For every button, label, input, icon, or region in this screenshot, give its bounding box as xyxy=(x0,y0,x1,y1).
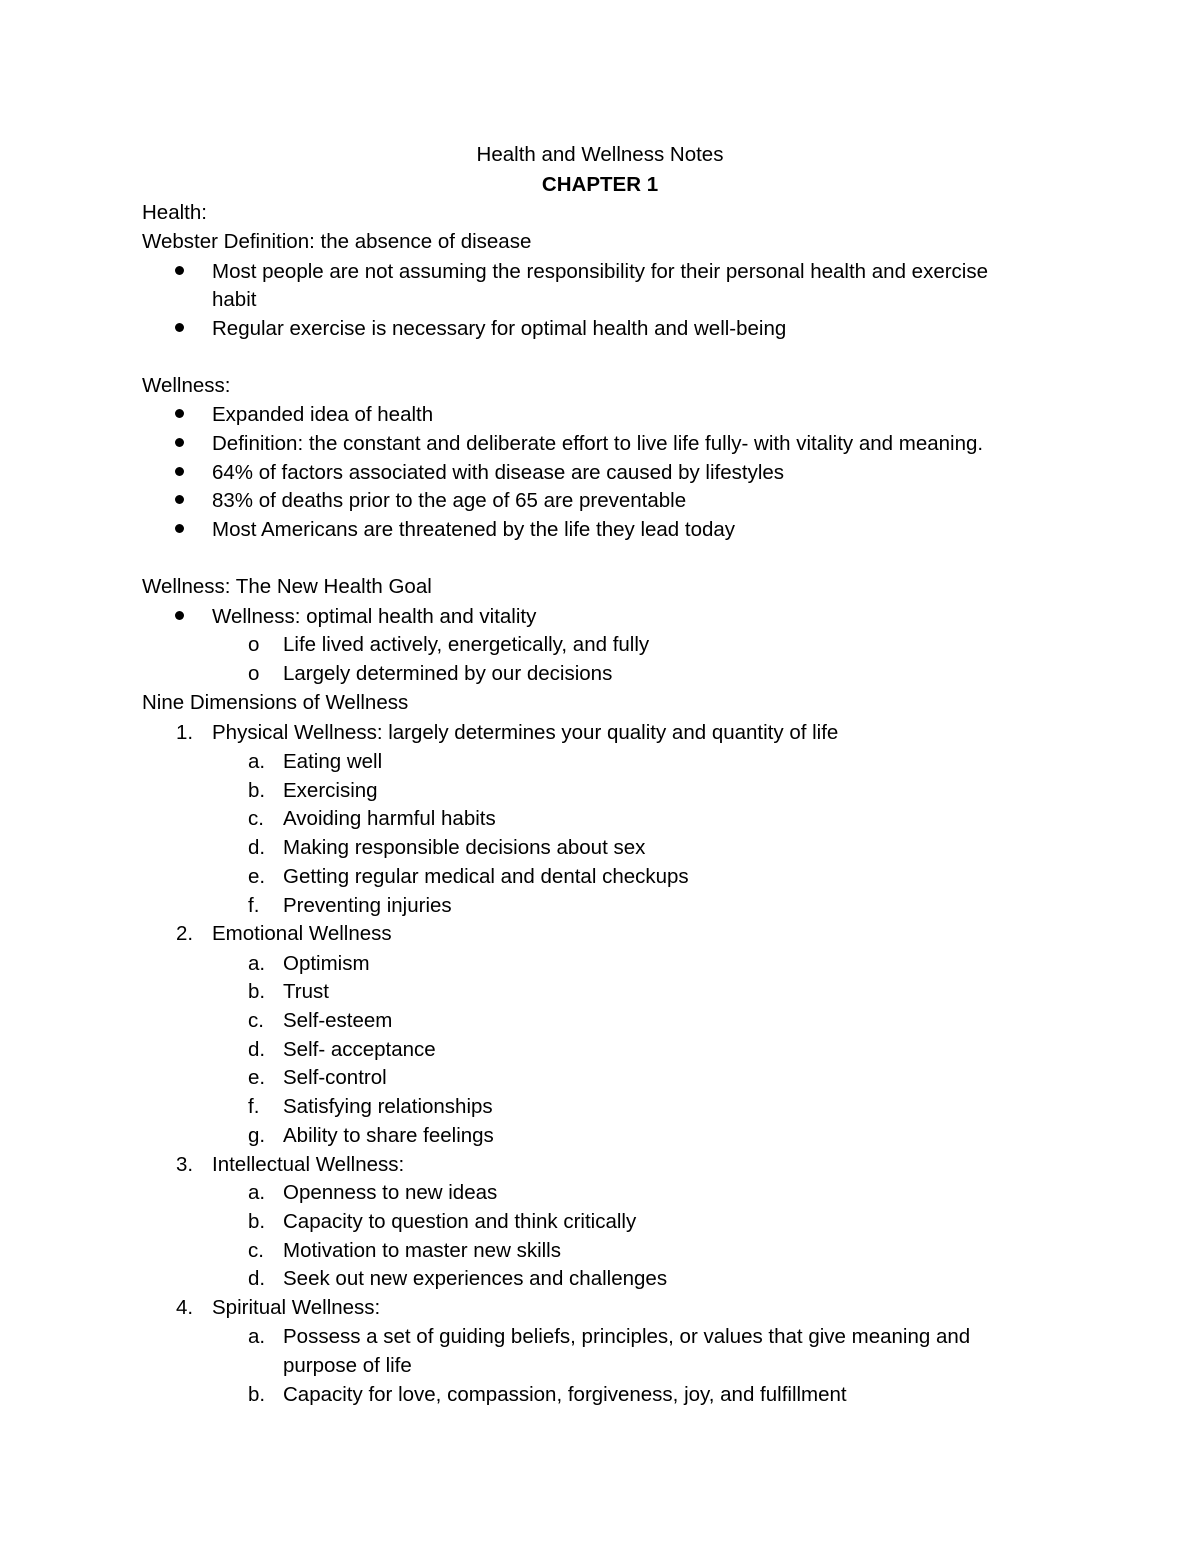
list-letter: d. xyxy=(248,1267,266,1290)
bullet-icon xyxy=(175,266,184,275)
intellectual-item: Openness to new ideas xyxy=(283,1181,498,1204)
spiritual-item-cont: purpose of life xyxy=(283,1354,412,1377)
list-letter: c. xyxy=(248,807,264,830)
physical-item: Eating well xyxy=(283,750,383,773)
health-goal-sub-2: Largely determined by our decisions xyxy=(283,662,613,685)
physical-item: Exercising xyxy=(283,779,378,802)
dimensions-heading: Nine Dimensions of Wellness xyxy=(142,691,409,714)
wellness-bullet-2: Definition: the constant and deliberate effort to live life fully- with vitality and meaning. xyxy=(212,432,984,455)
dimension-physical: Physical Wellness: largely determines your quality and quantity of life xyxy=(212,721,839,744)
chapter-heading: CHAPTER 1 xyxy=(541,173,659,196)
wellness-bullet-4: 83% of deaths prior to the age of 65 are preventable xyxy=(212,489,687,512)
health-heading: Health: xyxy=(142,201,207,224)
bullet-icon xyxy=(175,467,184,476)
intellectual-item: Seek out new experiences and challenges xyxy=(283,1267,668,1290)
list-letter: a. xyxy=(248,952,266,975)
intellectual-item: Capacity to question and think critically xyxy=(283,1210,637,1233)
document-title: Health and Wellness Notes xyxy=(476,143,724,166)
list-letter: c. xyxy=(248,1009,264,1032)
list-letter: f. xyxy=(248,1095,260,1118)
list-letter: b. xyxy=(248,779,266,802)
list-letter: a. xyxy=(248,1181,266,1204)
list-number: 4. xyxy=(176,1296,194,1319)
health-goal-heading: Wellness: The New Health Goal xyxy=(142,575,432,598)
wellness-heading: Wellness: xyxy=(142,374,231,397)
emotional-item: Trust xyxy=(283,980,329,1003)
spiritual-item: Capacity for love, compassion, forgiveness, joy, and fulfillment xyxy=(283,1383,847,1406)
wellness-bullet-5: Most Americans are threatened by the life they lead today xyxy=(212,518,736,541)
list-letter: e. xyxy=(248,865,266,888)
sub-bullet-marker: o xyxy=(248,633,260,656)
emotional-item: Optimism xyxy=(283,952,370,975)
list-number: 1. xyxy=(176,721,194,744)
dimension-emotional: Emotional Wellness xyxy=(212,922,392,945)
wellness-bullet-1: Expanded idea of health xyxy=(212,403,434,426)
wellness-bullet-3: 64% of factors associated with disease are caused by lifestyles xyxy=(212,461,785,484)
bullet-icon xyxy=(175,611,184,620)
dimension-intellectual: Intellectual Wellness: xyxy=(212,1153,405,1176)
list-letter: a. xyxy=(248,750,266,773)
list-letter: e. xyxy=(248,1066,266,1089)
dimension-spiritual: Spiritual Wellness: xyxy=(212,1296,381,1319)
list-letter: b. xyxy=(248,980,266,1003)
list-letter: b. xyxy=(248,1383,266,1406)
bullet-icon xyxy=(175,438,184,447)
list-letter: b. xyxy=(248,1210,266,1233)
list-letter: d. xyxy=(248,1038,266,1061)
emotional-item: Ability to share feelings xyxy=(283,1124,494,1147)
list-letter: d. xyxy=(248,836,266,859)
bullet-icon xyxy=(175,409,184,418)
health-bullet-2: Regular exercise is necessary for optimal health and well-being xyxy=(212,317,787,340)
webster-definition: Webster Definition: the absence of disease xyxy=(142,230,532,253)
health-bullet-1: Most people are not assuming the responsibility for their personal health and exercise xyxy=(212,260,989,283)
emotional-item: Self- acceptance xyxy=(283,1038,436,1061)
emotional-item: Self-esteem xyxy=(283,1009,393,1032)
list-letter: c. xyxy=(248,1239,264,1262)
sub-bullet-marker: o xyxy=(248,662,260,685)
bullet-icon xyxy=(175,323,184,332)
health-goal-sub-1: Life lived actively, energetically, and fully xyxy=(283,633,650,656)
intellectual-item: Motivation to master new skills xyxy=(283,1239,561,1262)
list-number: 3. xyxy=(176,1153,194,1176)
emotional-item: Self-control xyxy=(283,1066,387,1089)
bullet-icon xyxy=(175,524,184,533)
list-letter: f. xyxy=(248,894,260,917)
physical-item: Getting regular medical and dental checkups xyxy=(283,865,689,888)
list-number: 2. xyxy=(176,922,194,945)
list-letter: g. xyxy=(248,1124,266,1147)
bullet-icon xyxy=(175,495,184,504)
physical-item: Avoiding harmful habits xyxy=(283,807,496,830)
physical-item: Preventing injuries xyxy=(283,894,452,917)
list-letter: a. xyxy=(248,1325,266,1348)
physical-item: Making responsible decisions about sex xyxy=(283,836,646,859)
spiritual-item: Possess a set of guiding beliefs, principles, or values that give meaning and xyxy=(283,1325,971,1348)
health-bullet-1-cont: habit xyxy=(212,288,257,311)
emotional-item: Satisfying relationships xyxy=(283,1095,493,1118)
health-goal-bullet: Wellness: optimal health and vitality xyxy=(212,605,537,628)
